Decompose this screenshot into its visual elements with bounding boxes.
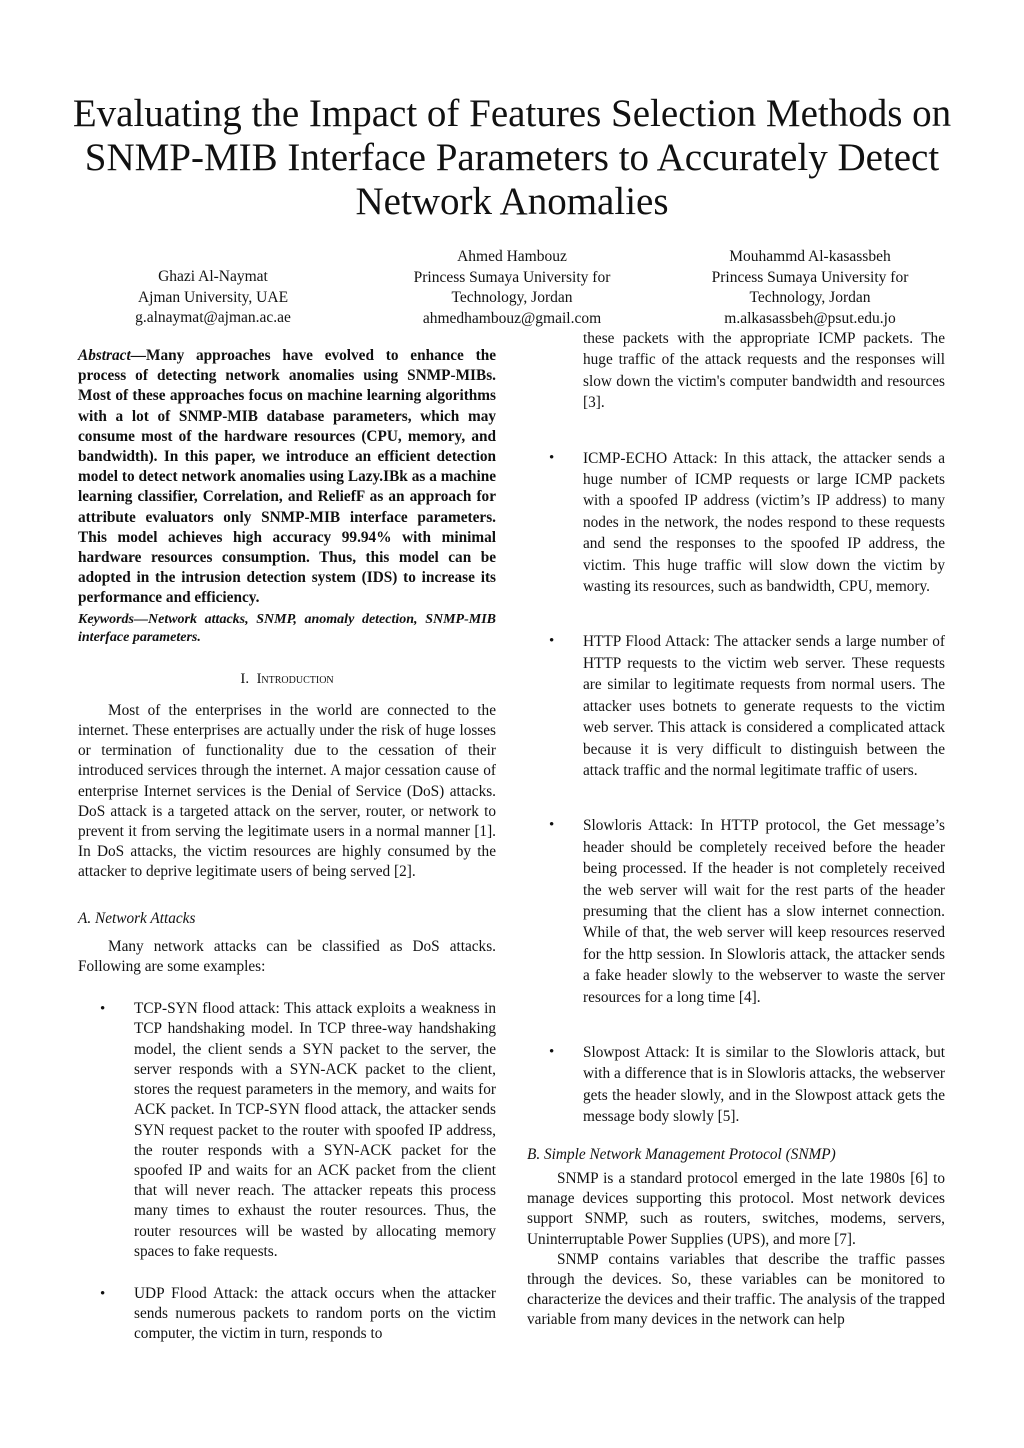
list-item-text: Slowloris Attack: In HTTP protocol, the Get message’s header should be completely received before the header being processed. If the header is not completely received the web server will wait for the rest parts of the header presuming that the client has a slow internet connection. While of that, the web server will keep resources reserved for the http session. In Slowloris attack, the attacker sends a fake header slowly to the webserver to waste the server resources for a long time [4]. — [583, 817, 945, 1006]
list-item-text: these packets with the appropriate ICMP packets. The huge traffic of the attack requests and the responses will slow down the victim's computer bandwidth and resources [3]. — [583, 330, 945, 412]
list-item-continuation — [527, 328, 945, 414]
subsection-heading-network-attacks: A. Network Attacks — [78, 909, 196, 927]
author-affiliation: Ajman University, UAE — [137, 288, 289, 306]
author-name: Ghazi Al-Naymat — [158, 268, 268, 285]
list-item-text: HTTP Flood Attack: The attacker sends a large number of HTTP requests to the victim web server. These requests are similar to legitimate requests from normal users. The attacker uses botnets to generate requests to the victim web server. This attack is considered a complicated attack because it is very difficult to distinguish between the attack traffic and the normal legitimate traffic of users. — [583, 633, 945, 779]
right-column — [527, 328, 945, 1331]
section-title: Introduction — [256, 670, 334, 687]
paper-title: Evaluating the Impact of Features Selection Methods on SNMP-MIB Interface Parameters to Accurately Detect Network Anomalies — [72, 92, 952, 223]
author-block-2 — [392, 247, 632, 329]
subsection-heading-snmp: B. Simple Network Management Protocol (SNMP) — [527, 1145, 836, 1163]
bullet-icon: • — [100, 1285, 106, 1302]
list-item-text: UDP Flood Attack: the attack occurs when the attacker sends numerous packets to random ports on the victim computer, the victim in turn, responds to — [134, 1284, 496, 1343]
author-affiliation: Technology, Jordan — [451, 289, 573, 306]
list-item — [527, 631, 945, 781]
list-item — [527, 1042, 945, 1128]
list-item — [527, 815, 945, 1008]
keywords-text: Network attacks, SNMP, anomaly detection, SNMP-MIB interface parameters. — [78, 611, 496, 645]
bullet-icon: • — [549, 1043, 555, 1060]
bullet-icon: • — [549, 633, 555, 650]
author-affiliation: Technology, Jordan — [749, 289, 871, 306]
bullet-icon: • — [549, 817, 555, 834]
abstract-text: Many approaches have evolved to enhance the process of detecting network anomalies using SNMP-MIBs. Most of these approaches focus on machine learning algorithms with a lot of SNMP-MIB database parameters, which may consume most of the hardware resources (CPU, memory, and bandwidth). In this paper, we introduce an efficient detection model to detect network anomalies using Lazy.IBk as a machine learning classifier, Correlation, and ReliefF as an approach for attribute evaluators only SNMP-MIB interface parameters. This model achieves high accuracy 99.94% with minimal hardware resources consumption. Thus, this model can be adopted in the intrusion detection system (IDS) to increase its performance and efficiency. — [78, 347, 496, 607]
list-item — [78, 999, 496, 1262]
author-email: g.alnaymat@ajman.ac.ae — [135, 309, 291, 326]
author-name: Mouhammd Al-kasassbeh — [729, 248, 891, 265]
bullet-icon: • — [100, 1001, 106, 1018]
author-block-1 — [105, 267, 321, 329]
left-column — [78, 346, 496, 1345]
keywords — [78, 611, 496, 647]
list-item — [78, 1284, 496, 1345]
abstract-lead: Abstract— — [78, 347, 146, 364]
author-name: Ahmed Hambouz — [457, 248, 567, 265]
intro-paragraph: Most of the enterprises in the world are connected to the internet. These enterprises are actually under the risk of huge losses or termination of functionality due to the cessation of their introduced services through the internet. A major cessation cause of enterprise Internet services is the Denial of Service (DoS) attacks. DoS attack is a targeted attack on the server, router, or network to prevent it from serving the legitimate users in a normal manner [1]. In DoS attacks, the victim resources are highly consumed by the attacker to deprive legitimate users of being served [2]. — [78, 701, 496, 881]
snmp-paragraph-1: SNMP is a standard protocol emerged in the late 1980s [6] to manage devices supporting this protocol. Most network devices support SNMP, such as routers, switches, modems, servers, Uninterruptable Power Supplies (UPS), and more [7]. — [527, 1170, 945, 1248]
bullet-icon: • — [549, 449, 555, 466]
author-affiliation: Princess Sumaya University for — [413, 268, 611, 286]
author-block-3 — [690, 247, 930, 329]
list-item — [527, 448, 945, 598]
author-email: m.alkasassbeh@psut.edu.jo — [724, 309, 896, 327]
section-heading-introduction — [78, 669, 496, 689]
author-affiliation: Princess Sumaya University for — [711, 268, 909, 286]
keywords-lead: Keywords— — [78, 611, 148, 627]
list-item-text: Slowpost Attack: It is similar to the Slowloris attack, but with a difference that is in Slowloris attacks, the webserver gets the header slowly, and in the Slowpost attack gets the message body slowly [5]. — [583, 1043, 945, 1126]
author-email: ahmedhambouz@gmail.com — [422, 309, 602, 327]
list-item-text: TCP-SYN flood attack: This attack exploits a weakness in TCP handshaking model. In TCP three-way handshaking model, the client sends a SYN packet to the server, the server responds with a SYN-ACK packet to the client, stores the request parameters in the memory, and waits for ACK packet. In TCP-SYN flood attack, the attacker sends SYN request packet to the router with spoofed IP address, the router responds with a SYN-ACK packet for the spoofed IP and waits for an ACK packet from the client that will never reach. The attacker repeats this process many times to exhaust the router resources. Thus, the router resources will be wasted by allocating memory spaces to fake requests. — [134, 1000, 496, 1260]
network-attacks-paragraph: Many network attacks can be classified as DoS attacks. Following are some examples: — [78, 937, 496, 976]
section-number: I. — [240, 670, 250, 687]
list-item-text: ICMP-ECHO Attack: In this attack, the attacker sends a huge number of ICMP requests or large ICMP packets with a spoofed IP address (victim’s IP address) to many nodes in the network, the nodes respond to these requests and send the responses to the spoofed IP address, the victim. This huge traffic will slow down the victim by wasting its resources, such as bandwidth, CPU, memory. — [583, 449, 945, 596]
abstract — [78, 346, 496, 609]
snmp-paragraph-2: SNMP contains variables that describe the traffic passes through the devices. So, these variables can be monitored to characterize the devices and their traffic. The analysis of the trapped variable from many devices in the network can help — [527, 1250, 945, 1329]
